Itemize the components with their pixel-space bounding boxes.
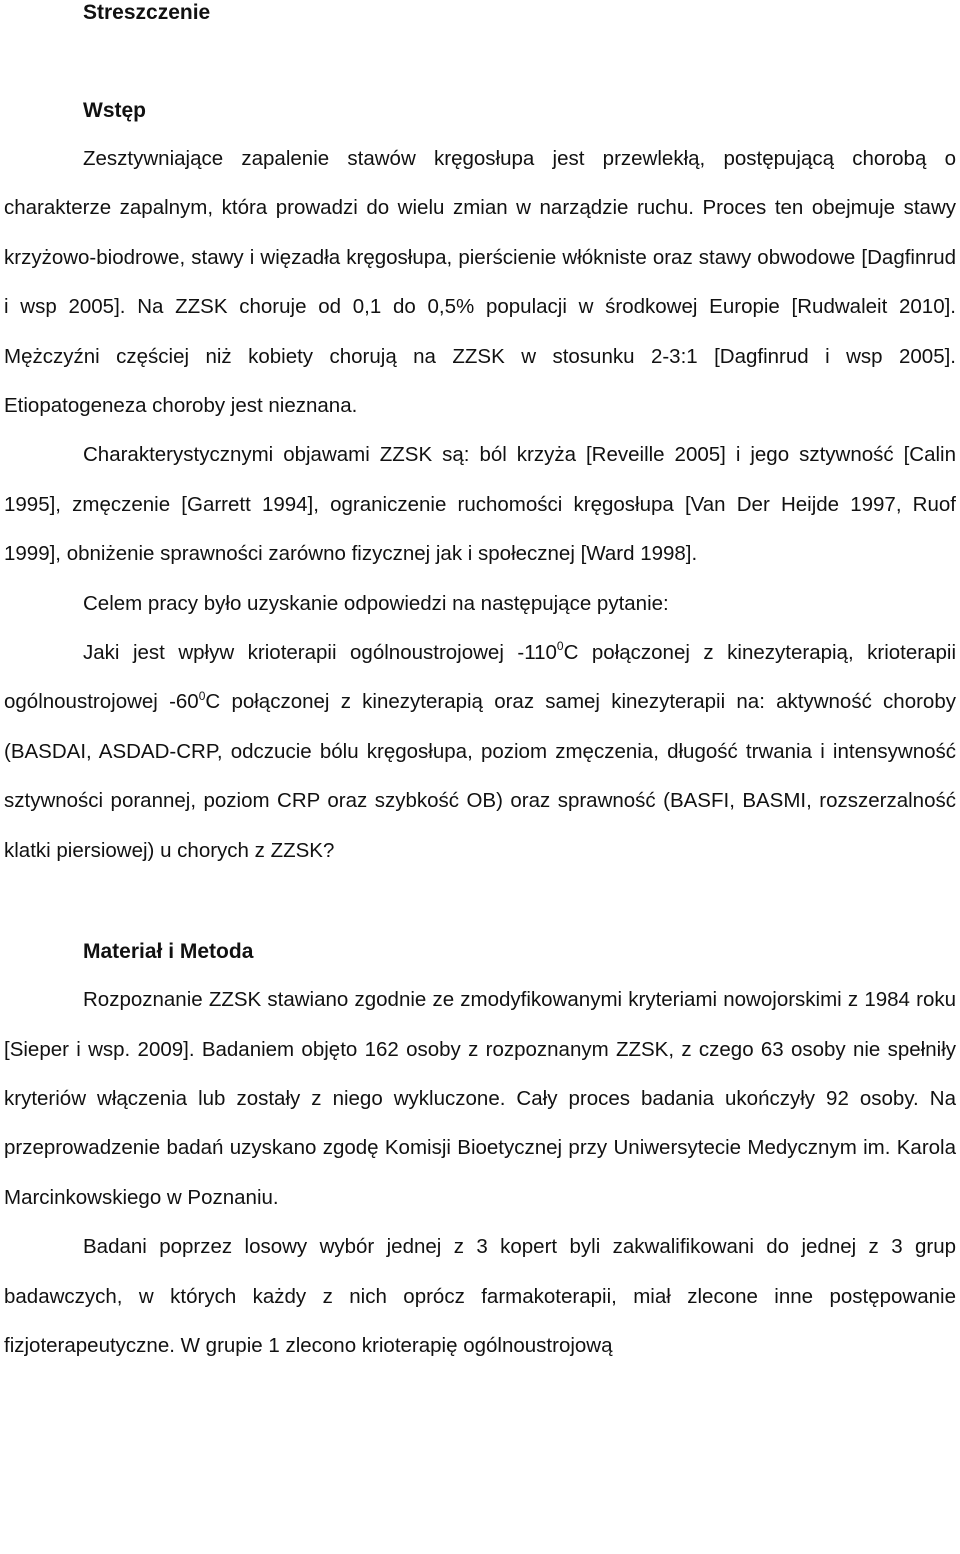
section-heading-intro: Wstęp: [83, 99, 146, 122]
research-question: [4, 628, 956, 875]
section-heading-methods: Materiał i Metoda: [83, 940, 254, 964]
intro-paragraph-1: Zesztywniające zapalenie stawów kręgosłupa jest przewlekłą, postępującą chorobą o charakterze zapalnym, która prowadzi do wielu zmian w narządzie ruchu. Proces ten obejmuje stawy krzyżowo-biodrowe, stawy i więzadła kręgosłupa, pierścienie włókniste oraz stawy obwodowe [Dagfinrud i wsp 2005]. Na ZZSK choruje od 0,1 do 0,5% populacji w środkowej Europie [Rudwaleit 2010]. Mężczyźni częściej niż kobiety chorują na ZZSK w stosunku 2-3:1 [Dagfinrud i wsp 2005]. Etiopatogeneza choroby jest nieznana.: [4, 147, 956, 418]
document-page: [4, 0, 956, 1370]
degree-superscript-2: 0: [198, 688, 206, 703]
question-text-1: Jaki jest wpływ krioterapii ogólnoustrojowej -110: [83, 641, 557, 665]
methods-paragraph-2: Badani poprzez losowy wybór jednej z 3 kopert byli zakwalifikowani do jednej z 3 grup badawczych, w których każdy z nich oprócz farmakoterapii, miał zlecone inne postępowanie fizjoterapeutyczne. W grupie 1 zlecono krioterapię ogólnoustrojową: [4, 1235, 956, 1357]
question-text-2: C połączonej z kinezyterapią, krioterapii ogólnoustrojowej -60: [4, 641, 957, 714]
degree-superscript-1: 0: [556, 639, 564, 654]
intro-paragraph-2: Charakterystycznymi objawami ZZSK są: ból krzyża [Reveille 2005] i jego sztywność [Calin 1995], zmęczenie [Garrett 1994], ograniczenie ruchomości kręgosłupa [Van Der Heijde 1997, Ruof 1999], obniżenie sprawności zarówno fizycznej jak i społecznej [Ward 1998].: [4, 443, 956, 566]
question-text-3: C połączonej z kinezyterapią oraz samej kinezyterapii na: aktywność choroby (BASDAI, ASDAD-CRP, odczucie bólu kręgosłupa, poziom zmęczenia, długość trwania i intensywność sztywności porannej, poziom CRP oraz szybkość OB) oraz sprawność (BASFI, BASMI, rozszerzalność klatki piersiowej) u chorych z ZZSK?: [4, 690, 956, 862]
document-title: Streszczenie: [83, 1, 211, 24]
intro-paragraph-3: Celem pracy było uzyskanie odpowiedzi na następujące pytanie:: [83, 591, 669, 615]
methods-paragraph-1: Rozpoznanie ZZSK stawiano zgodnie ze zmodyfikowanymi kryteriami nowojorskimi z 1984 roku [Sieper i wsp. 2009]. Badaniem objęto 162 osoby z rozpoznanym ZZSK, z czego 63 osoby nie spełniły kryteriów włączenia lub zostały z niego wykluczone. Cały proces badania ukończyły 92 osoby. Na przeprowadzenie badań uzyskano zgodę Komisji Bioetycznej przy Uniwersytecie Medycznym im. Karola Marcinkowskiego w Poznaniu.: [4, 988, 956, 1209]
